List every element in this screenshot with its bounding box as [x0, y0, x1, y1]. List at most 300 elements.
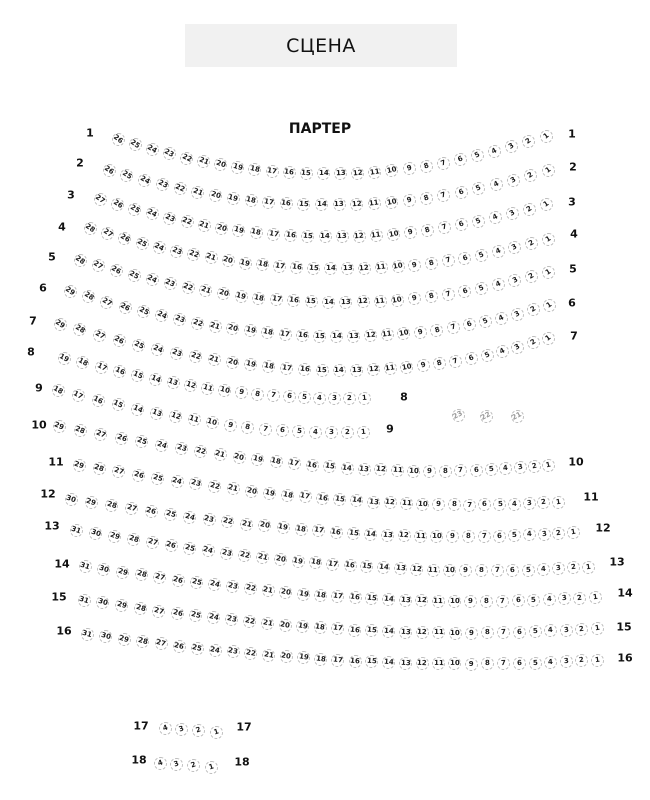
seat-r11-s9[interactable]	[432, 498, 445, 511]
seat-r1-s6[interactable]	[454, 153, 467, 166]
seat-r12-s30[interactable]	[65, 493, 78, 506]
seat-r7-s3[interactable]	[511, 341, 524, 354]
seat-r8-s3[interactable]	[328, 392, 341, 405]
seat-r4-s9[interactable]	[408, 259, 421, 272]
seat-r2-s3[interactable]	[507, 174, 520, 187]
seat-r11-s4[interactable]	[508, 498, 521, 511]
seat-r6-s20[interactable]	[226, 322, 239, 335]
seat-r13-s28[interactable]	[127, 533, 140, 546]
seat-r16-s27[interactable]	[155, 637, 168, 650]
seat-r10-s16[interactable]	[306, 459, 319, 472]
seat-r15-s26[interactable]	[171, 607, 184, 620]
seat-r16-s19[interactable]	[297, 651, 310, 664]
seat-r14-s23[interactable]	[226, 580, 239, 593]
seat-r13-s3[interactable]	[552, 562, 565, 575]
seat-r11-s13[interactable]	[367, 496, 380, 509]
seat-r13-s1[interactable]	[582, 561, 595, 574]
seat-r3-s17[interactable]	[267, 228, 280, 241]
seat-r5-s10[interactable]	[391, 294, 404, 307]
seat-r10-s8[interactable]	[439, 465, 452, 478]
seat-r5-s23[interactable]	[164, 277, 177, 290]
seat-r16-s1[interactable]	[591, 654, 604, 667]
seat-r2-s23[interactable]	[156, 178, 169, 191]
seat-r3-s13[interactable]	[336, 230, 349, 243]
seat-r2-s19[interactable]	[227, 192, 240, 205]
seat-r1-s15[interactable]	[300, 167, 313, 180]
seat-r3-s8[interactable]	[421, 224, 434, 237]
seat-r14-s31[interactable]	[79, 560, 92, 573]
seat-r4-s5[interactable]	[475, 249, 488, 262]
seat-r3-s26[interactable]	[111, 198, 124, 211]
seat-r5-s11[interactable]	[374, 295, 387, 308]
seat-r7-s19[interactable]	[244, 358, 257, 371]
seat-r3-s16[interactable]	[284, 229, 297, 242]
seat-r15-s23[interactable]	[225, 613, 238, 626]
seat-r12-s27[interactable]	[125, 502, 138, 515]
seat-r10-s28[interactable]	[74, 424, 87, 437]
seat-r2-s15[interactable]	[297, 198, 310, 211]
seat-r16-s12[interactable]	[416, 657, 429, 670]
seat-r1-s23[interactable]	[163, 147, 176, 160]
seat-r17-s3[interactable]	[175, 723, 188, 736]
seat-r12-s29[interactable]	[85, 496, 98, 509]
seat-r9-s17[interactable]	[72, 389, 85, 402]
seat-r3-s18[interactable]	[250, 226, 263, 239]
seat-r15-s12[interactable]	[416, 626, 429, 639]
seat-r1-s16[interactable]	[283, 166, 296, 179]
seat-r16-s8[interactable]	[481, 657, 494, 670]
seat-r12-s24[interactable]	[183, 511, 196, 524]
seat-r14-s26[interactable]	[172, 574, 185, 587]
seat-r7-s7[interactable]	[449, 355, 462, 368]
seat-r15-s7[interactable]	[497, 626, 510, 639]
seat-r6-s3[interactable]	[511, 308, 524, 321]
seat-r13-s12[interactable]	[410, 563, 423, 576]
seat-r9-s7[interactable]	[259, 423, 272, 436]
seat-r12-s22[interactable]	[221, 515, 234, 528]
seat-r10-s6[interactable]	[470, 464, 483, 477]
seat-r15-s17[interactable]	[331, 622, 344, 635]
seat-r11-s14[interactable]	[350, 494, 363, 507]
seat-r13-s6[interactable]	[506, 564, 519, 577]
seat-r13-s11[interactable]	[427, 564, 440, 577]
seat-r7-s13[interactable]	[350, 364, 363, 377]
seat-r12-s20[interactable]	[258, 519, 271, 532]
seat-r2-s17[interactable]	[262, 196, 275, 209]
seat-r8-s1[interactable]	[358, 392, 371, 405]
seat-r13-s20[interactable]	[274, 553, 287, 566]
seat-r1-s19[interactable]	[231, 161, 244, 174]
seat-r6-s14[interactable]	[330, 330, 343, 343]
seat-r15-s31[interactable]	[78, 594, 91, 607]
seat-r13-s31[interactable]	[70, 524, 83, 537]
seat-r2-s6[interactable]	[455, 186, 468, 199]
seat-r2-s14[interactable]	[315, 198, 328, 211]
seat-r16-s21[interactable]	[262, 649, 275, 662]
seat-r15-s16[interactable]	[348, 624, 361, 637]
seat-r14-s3[interactable]	[558, 592, 571, 605]
seat-r12-s8[interactable]	[462, 530, 475, 543]
seat-r1-s12[interactable]	[351, 167, 364, 180]
seat-r6-s6[interactable]	[463, 318, 476, 331]
seat-r7-s14[interactable]	[333, 364, 346, 377]
seat-r1-s3[interactable]	[505, 140, 518, 153]
seat-r1-s24[interactable]	[146, 143, 159, 156]
seat-r9-s18[interactable]	[52, 384, 65, 397]
seat-r13-s23[interactable]	[220, 547, 233, 560]
seat-r3-s2[interactable]	[523, 203, 536, 216]
seat-r5-s9[interactable]	[408, 292, 421, 305]
seat-r11-s28[interactable]	[93, 462, 106, 475]
seat-r7-s26[interactable]	[113, 334, 126, 347]
seat-r11-s17[interactable]	[299, 490, 312, 503]
seat-r3-s24[interactable]	[146, 207, 159, 220]
seat-r3-s10[interactable]	[387, 228, 400, 241]
seat-r10-s5[interactable]	[485, 463, 498, 476]
seat-r4-s19[interactable]	[239, 257, 252, 270]
seat-r2-s9[interactable]	[403, 194, 416, 207]
seat-r11-s3[interactable]	[523, 497, 536, 510]
seat-r10-s11[interactable]	[391, 464, 404, 477]
seat-r3-s11[interactable]	[370, 229, 383, 242]
seat-r15-s21[interactable]	[261, 617, 274, 630]
seat-r4-s3[interactable]	[508, 241, 521, 254]
seat-r8-s6[interactable]	[283, 390, 296, 403]
seat-r12-s4[interactable]	[523, 528, 536, 541]
seat-r6-s16[interactable]	[296, 329, 309, 342]
seat-r16-s9[interactable]	[465, 658, 478, 671]
seat-r12-s14[interactable]	[364, 528, 377, 541]
seat-r2-s2[interactable]	[524, 169, 537, 182]
seat-r14-s7[interactable]	[496, 595, 509, 608]
seat-r8-s7[interactable]	[267, 389, 280, 402]
seat-r15-s18[interactable]	[314, 621, 327, 634]
seat-r7-s4[interactable]	[496, 345, 509, 358]
seat-r11-s16[interactable]	[316, 492, 329, 505]
seat-r7-s24[interactable]	[151, 343, 164, 356]
seat-r6-s11[interactable]	[381, 328, 394, 341]
seat-r12-s7[interactable]	[478, 530, 491, 543]
seat-r10-s7[interactable]	[454, 464, 467, 477]
seat-r7-s11[interactable]	[384, 362, 397, 375]
seat-r8-s18[interactable]	[76, 356, 89, 369]
seat-r11-s27[interactable]	[112, 465, 125, 478]
seat-r15-s2[interactable]	[575, 623, 588, 636]
seat-r10-s3[interactable]	[514, 461, 527, 474]
seat-r16-s14[interactable]	[382, 656, 395, 669]
seat-r13-s4[interactable]	[537, 563, 550, 576]
seat-r8-s15[interactable]	[131, 369, 144, 382]
seat-r18-s4[interactable]	[154, 757, 167, 770]
seat-r9-s11[interactable]	[188, 413, 201, 426]
seat-r6-s29[interactable]	[64, 285, 77, 298]
seat-r4-s16[interactable]	[290, 261, 303, 274]
seat-r9-s8[interactable]	[241, 421, 254, 434]
seat-r3-s6[interactable]	[455, 218, 468, 231]
seat-r12-s26[interactable]	[145, 505, 158, 518]
seat-r3-s20[interactable]	[215, 222, 228, 235]
seat-r12-s11[interactable]	[414, 530, 427, 543]
seat-r2-s13[interactable]	[333, 198, 346, 211]
seat-r14-s19[interactable]	[297, 588, 310, 601]
seat-r1-s10[interactable]	[385, 164, 398, 177]
seat-r12-s2[interactable]	[552, 527, 565, 540]
seat-r1-s18[interactable]	[248, 163, 261, 176]
seat-r6-s13[interactable]	[347, 330, 360, 343]
seat-r1-s26[interactable]	[112, 133, 125, 146]
seat-r11-s1[interactable]	[552, 496, 565, 509]
seat-r5-s21[interactable]	[199, 284, 212, 297]
seat-r16-s4[interactable]	[544, 656, 557, 669]
seat-r16-s30[interactable]	[99, 630, 112, 643]
seat-r6-s18[interactable]	[261, 326, 274, 339]
seat-r6-s12[interactable]	[364, 329, 377, 342]
seat-r6-s21[interactable]	[209, 320, 222, 333]
seat-r8-s17[interactable]	[95, 361, 108, 374]
seat-r4-s1[interactable]	[542, 233, 555, 246]
seat-r12-s10[interactable]	[430, 530, 443, 543]
seat-r5-s8[interactable]	[425, 290, 438, 303]
seat-r17-s4[interactable]	[159, 722, 172, 735]
seat-r12-s21[interactable]	[240, 518, 253, 531]
seat-r16-s25[interactable]	[191, 642, 204, 655]
seat-r15-s11[interactable]	[432, 626, 445, 639]
seat-r3-s4[interactable]	[489, 211, 502, 224]
seat-r5-s4[interactable]	[492, 278, 505, 291]
seat-r14-s21[interactable]	[262, 584, 275, 597]
seat-r11-s7[interactable]	[463, 499, 476, 512]
seat-r15-s4[interactable]	[544, 624, 557, 637]
seat-r10-s23[interactable]	[175, 442, 188, 455]
seat-r15-s27[interactable]	[152, 605, 165, 618]
seat-r6-s7[interactable]	[447, 321, 460, 334]
seat-r6-s10[interactable]	[397, 327, 410, 340]
seat-r9-s12[interactable]	[169, 410, 182, 423]
seat-r6-s4[interactable]	[495, 312, 508, 325]
seat-r14-s13[interactable]	[399, 594, 412, 607]
seat-r7-s2[interactable]	[527, 336, 540, 349]
seat-r6-s23[interactable]	[173, 313, 186, 326]
seat-r3-s7[interactable]	[438, 221, 451, 234]
seat-r7-s21[interactable]	[208, 353, 221, 366]
seat-r10-s26[interactable]	[115, 432, 128, 445]
seat-r13-s5[interactable]	[522, 564, 535, 577]
seat-r14-s16[interactable]	[349, 591, 362, 604]
seat-r4-s2[interactable]	[525, 237, 538, 250]
seat-r1-s5[interactable]	[471, 149, 484, 162]
seat-r5-s2[interactable]	[525, 270, 538, 283]
seat-r6-s5[interactable]	[479, 315, 492, 328]
seat-r12-s23[interactable]	[203, 513, 216, 526]
seat-r4-s13[interactable]	[341, 262, 354, 275]
seat-r13-s21[interactable]	[256, 551, 269, 564]
seat-r9-s16[interactable]	[92, 394, 105, 407]
seat-r4-s26[interactable]	[118, 232, 131, 245]
seat-r14-s2[interactable]	[573, 592, 586, 605]
seat-r2-s11[interactable]	[368, 197, 381, 210]
seat-r16-s20[interactable]	[280, 650, 293, 663]
seat-r11-s18[interactable]	[281, 489, 294, 502]
seat-r15-s1[interactable]	[591, 622, 604, 635]
seat-r9-s10[interactable]	[206, 416, 219, 429]
seat-r15-s22[interactable]	[243, 615, 256, 628]
seat-r11-s2[interactable]	[537, 496, 550, 509]
seat-r12-s5[interactable]	[508, 529, 521, 542]
seat-r12-s13[interactable]	[381, 529, 394, 542]
seat-r10-s12[interactable]	[374, 463, 387, 476]
seat-r4-s23[interactable]	[170, 245, 183, 258]
seat-r5-s1[interactable]	[542, 266, 555, 279]
seat-r9-s15[interactable]	[112, 398, 125, 411]
seat-r14-s15[interactable]	[365, 592, 378, 605]
seat-r2-s4[interactable]	[490, 178, 503, 191]
seat-r14-s20[interactable]	[279, 586, 292, 599]
seat-r9-s1[interactable]	[357, 426, 370, 439]
seat-r15-s20[interactable]	[279, 619, 292, 632]
seat-r12-s25[interactable]	[164, 508, 177, 521]
seat-r11-s25[interactable]	[151, 472, 164, 485]
seat-r15-s19[interactable]	[296, 620, 309, 633]
seat-r1-s22[interactable]	[180, 152, 193, 165]
seat-r15-s30[interactable]	[96, 596, 109, 609]
seat-r14-s4[interactable]	[543, 593, 556, 606]
seat-r15-s10[interactable]	[449, 627, 462, 640]
seat-r16-s7[interactable]	[497, 657, 510, 670]
seat-r9-s4[interactable]	[309, 426, 322, 439]
seat-r12-s17[interactable]	[312, 524, 325, 537]
seat-r14-s14[interactable]	[382, 593, 395, 606]
seat-r3-s9[interactable]	[404, 226, 417, 239]
seat-r1-s20[interactable]	[214, 158, 227, 171]
seat-r4-s14[interactable]	[324, 262, 337, 275]
seat-r14-s30[interactable]	[97, 563, 110, 576]
seat-r10-s22[interactable]	[194, 445, 207, 458]
seat-r11-s26[interactable]	[132, 469, 145, 482]
seat-r15-s25[interactable]	[189, 609, 202, 622]
seat-r18-s2[interactable]	[187, 759, 200, 772]
seat-r16-s29[interactable]	[118, 633, 131, 646]
seat-r9-s14[interactable]	[131, 403, 144, 416]
seat-r10-s17[interactable]	[288, 457, 301, 470]
seat-r16-s23[interactable]	[227, 645, 240, 658]
seat-r10-s13[interactable]	[358, 463, 371, 476]
seat-r7-s17[interactable]	[280, 362, 293, 375]
seat-r10-s9[interactable]	[423, 465, 436, 478]
seat-r7-s16[interactable]	[298, 363, 311, 376]
seat-r11-s24[interactable]	[171, 475, 184, 488]
seat-r5-s13[interactable]	[339, 296, 352, 309]
seat-r15-s8[interactable]	[481, 626, 494, 639]
seat-r6-s9[interactable]	[414, 326, 427, 339]
seat-r12-s15[interactable]	[347, 527, 360, 540]
seat-r6-s19[interactable]	[244, 324, 257, 337]
seat-r6-s25[interactable]	[137, 305, 150, 318]
seat-r7-s8[interactable]	[433, 357, 446, 370]
seat-r13-s8[interactable]	[475, 564, 488, 577]
seat-r10-s18[interactable]	[270, 455, 283, 468]
seat-r16-s11[interactable]	[432, 657, 445, 670]
seat-r10-s25[interactable]	[135, 435, 148, 448]
seat-r11-s5[interactable]	[493, 498, 506, 511]
seat-r2-s26[interactable]	[103, 164, 116, 177]
seat-r5-s26[interactable]	[110, 264, 123, 277]
seat-r13-s25[interactable]	[183, 542, 196, 555]
seat-r14-s25[interactable]	[190, 576, 203, 589]
seat-r3-s14[interactable]	[319, 230, 332, 243]
seat-r14-s18[interactable]	[314, 589, 327, 602]
seat-r11-s12[interactable]	[384, 496, 397, 509]
seat-r16-s10[interactable]	[448, 657, 461, 670]
seat-r2-s12[interactable]	[350, 198, 363, 211]
seat-r15-s5[interactable]	[529, 625, 542, 638]
seat-r10-s19[interactable]	[251, 453, 264, 466]
seat-r11-s21[interactable]	[227, 482, 240, 495]
seat-r3-s25[interactable]	[128, 203, 141, 216]
seat-r13-s13[interactable]	[394, 562, 407, 575]
seat-r2-s20[interactable]	[209, 189, 222, 202]
seat-r11-s29[interactable]	[73, 459, 86, 472]
seat-r9-s13[interactable]	[150, 407, 163, 420]
seat-r1-s2[interactable]	[522, 135, 535, 148]
seat-r16-s16[interactable]	[349, 655, 362, 668]
seat-r9-s9[interactable]	[224, 419, 237, 432]
seat-r10-s1[interactable]	[542, 459, 555, 472]
seat-r17-s2[interactable]	[192, 724, 205, 737]
seat-r7-s28[interactable]	[73, 323, 86, 336]
seat-r15-s9[interactable]	[465, 627, 478, 640]
seat-r18-s3[interactable]	[170, 758, 183, 771]
seat-r13-s30[interactable]	[89, 527, 102, 540]
seat-r5-s5[interactable]	[475, 282, 488, 295]
seat-r7-s25[interactable]	[132, 339, 145, 352]
seat-r15-s24[interactable]	[207, 611, 220, 624]
seat-r15-s14[interactable]	[382, 625, 395, 638]
seat-r2-s10[interactable]	[385, 196, 398, 209]
seat-r16-s2[interactable]	[575, 654, 588, 667]
seat-r8-s10[interactable]	[218, 384, 231, 397]
seat-r1-s13[interactable]	[334, 167, 347, 180]
seat-r8-s8[interactable]	[251, 388, 264, 401]
seat-r16-s18[interactable]	[314, 653, 327, 666]
seat-r16-s31[interactable]	[81, 628, 94, 641]
seat-r7-s12[interactable]	[367, 363, 380, 376]
seat-r13-s26[interactable]	[165, 539, 178, 552]
seat-r12-s19[interactable]	[277, 521, 290, 534]
seat-r14-s24[interactable]	[208, 578, 221, 591]
seat-r11-s6[interactable]	[478, 498, 491, 511]
seat-r16-s28[interactable]	[136, 635, 149, 648]
seat-r13-s17[interactable]	[326, 558, 339, 571]
seat-r6-s15[interactable]	[313, 330, 326, 343]
seat-r13-s10[interactable]	[443, 564, 456, 577]
seat-r12-s9[interactable]	[446, 530, 459, 543]
seat-r2-s25[interactable]	[120, 169, 133, 182]
seat-r9-s5[interactable]	[292, 425, 305, 438]
seat-r11-s10[interactable]	[416, 498, 429, 511]
seat-r1-s11[interactable]	[368, 166, 381, 179]
seat-r6-s26[interactable]	[119, 301, 132, 314]
seat-r13-s22[interactable]	[238, 549, 251, 562]
seat-r7-s1[interactable]	[542, 332, 555, 345]
seat-r7-s23[interactable]	[170, 347, 183, 360]
seat-r7-s20[interactable]	[226, 356, 239, 369]
seat-r7-s10[interactable]	[400, 361, 413, 374]
seat-r6-s27[interactable]	[100, 296, 113, 309]
seat-r4-s24[interactable]	[153, 241, 166, 254]
seat-r8-s16[interactable]	[113, 365, 126, 378]
seat-r14-s10[interactable]	[448, 595, 461, 608]
seat-r1-s21[interactable]	[197, 155, 210, 168]
